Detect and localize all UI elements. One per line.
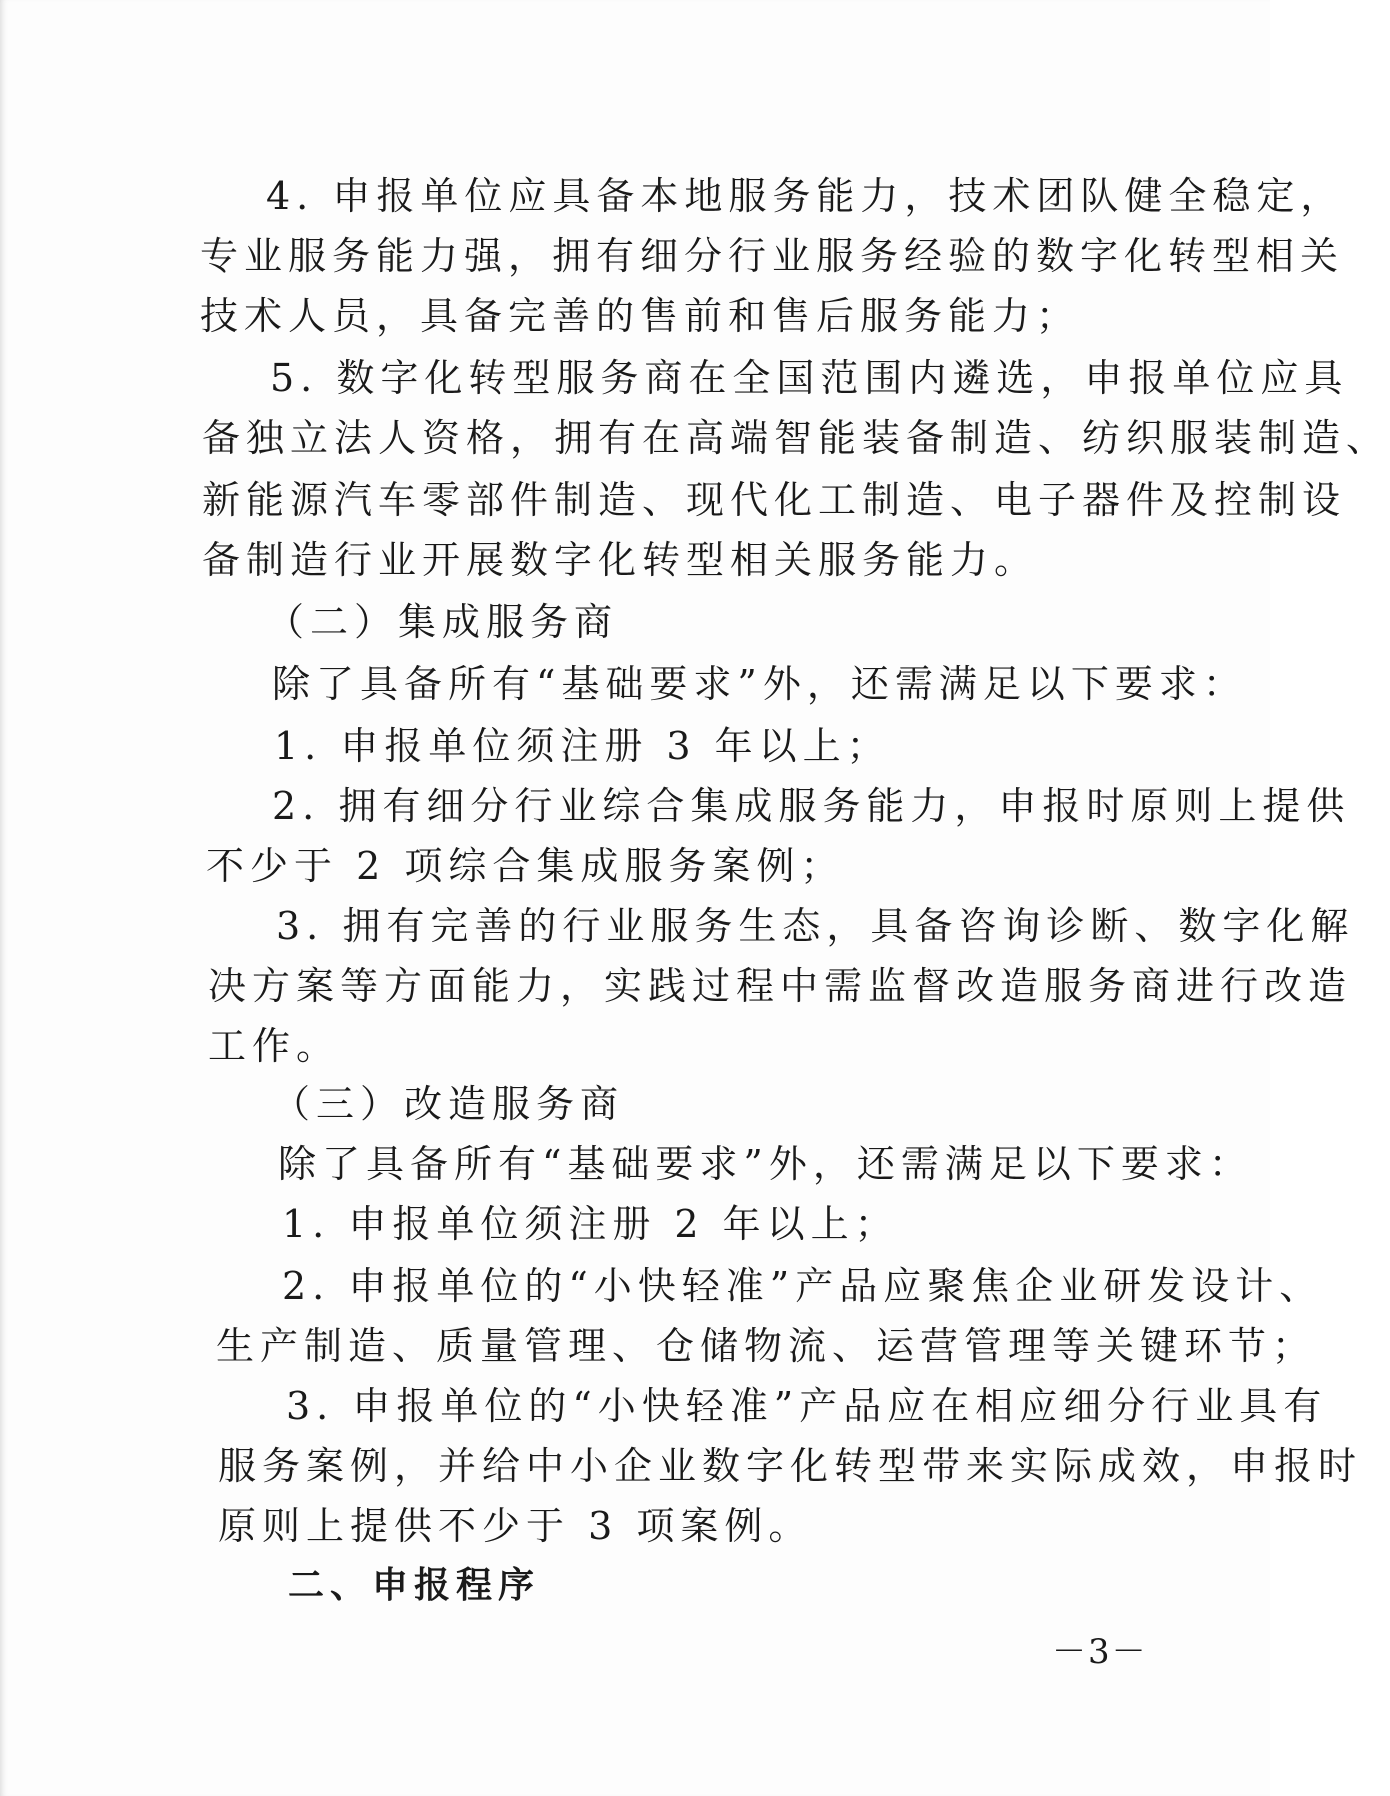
text-line: 新能源汽车零部件制造、现代化工制造、电子器件及控制设	[202, 478, 1347, 522]
text-line: 生产制造、质量管理、仓储物流、运营管理等关键环节；	[216, 1324, 1317, 1368]
text-line: 1. 申报单位须注册 3 年以上；	[274, 724, 891, 768]
text-line: 备独立法人资格，拥有在高端智能装备制造、纺织服装制造、	[202, 416, 1390, 460]
section-subheading: （二）集成服务商	[266, 600, 619, 644]
page-number: －3－	[1052, 1632, 1148, 1672]
text-line: 4. 申报单位应具备本地服务能力，技术团队健全稳定，	[266, 174, 1345, 218]
text-line: 工作。	[208, 1024, 341, 1068]
text-line: 除了具备所有“基础要求”外，还需满足以下要求：	[272, 662, 1247, 706]
text-line: 1. 申报单位须注册 2 年以上；	[282, 1202, 899, 1246]
text-line: 2. 拥有细分行业综合集成服务能力，申报时原则上提供	[272, 784, 1351, 828]
text-line: 技术人员，具备完善的售前和售后服务能力；	[200, 294, 1081, 338]
text-line: 备制造行业开展数字化转型相关服务能力。	[202, 538, 1039, 582]
text-line: 2. 申报单位的“小快轻准”产品应聚焦企业研发设计、	[282, 1264, 1324, 1308]
text-line: 决方案等方面能力，实践过程中需监督改造服务商进行改造	[208, 964, 1353, 1008]
text-line: 专业服务能力强，拥有细分行业服务经验的数字化转型相关	[200, 234, 1345, 278]
section-subheading: （三）改造服务商	[272, 1082, 625, 1126]
text-line: 3. 申报单位的“小快轻准”产品应在相应细分行业具有	[286, 1384, 1328, 1428]
section-heading: 二、申报程序	[288, 1565, 541, 1606]
text-line: 除了具备所有“基础要求”外，还需满足以下要求：	[278, 1142, 1253, 1186]
text-line: 原则上提供不少于 3 项案例。	[218, 1504, 813, 1548]
text-line: 服务案例，并给中小企业数字化转型带来实际成效，申报时	[218, 1444, 1363, 1488]
text-line: 3. 拥有完善的行业服务生态，具备咨询诊断、数字化解	[276, 904, 1355, 948]
text-line: 5. 数字化转型服务商在全国范围内遴选，申报单位应具	[270, 356, 1349, 400]
text-line: 不少于 2 项综合集成服务案例；	[206, 844, 845, 888]
